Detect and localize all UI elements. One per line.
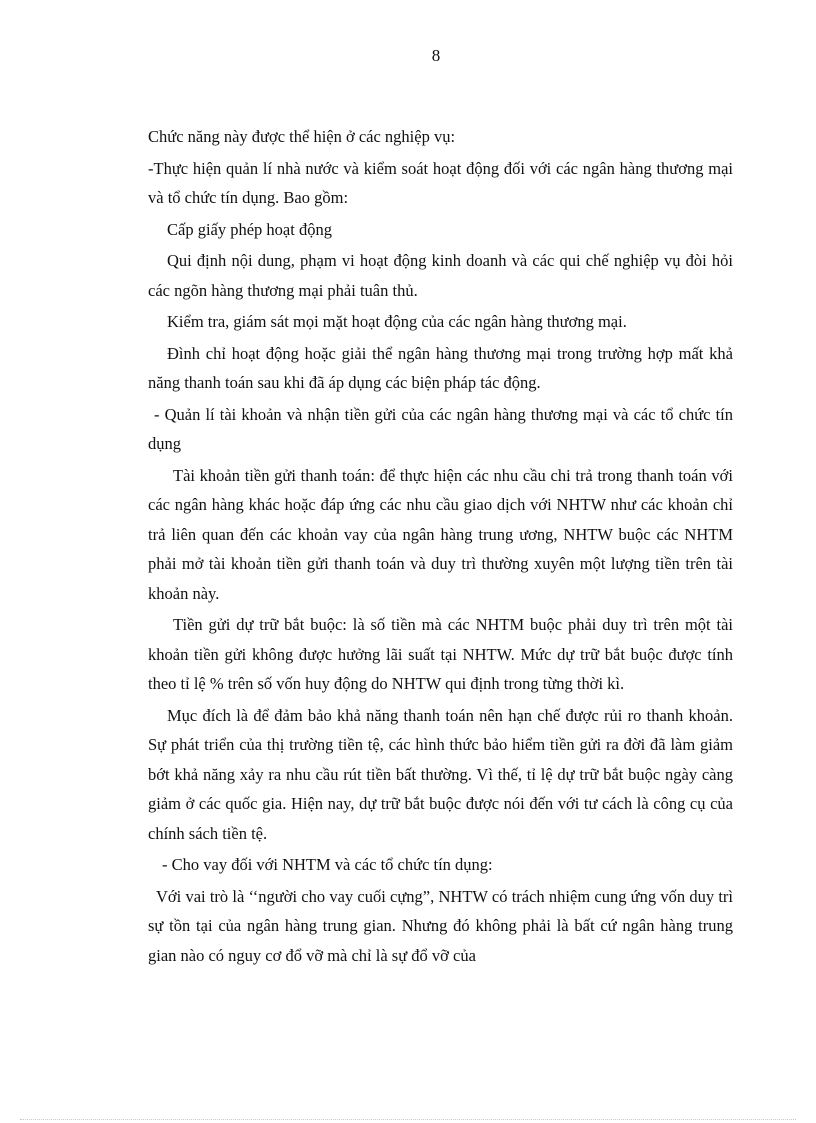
paragraph-suspension: Đình chỉ hoạt động hoặc giải thể ngân hàng thương mại trong trường hợp mất khả năng thanh toán sau khi đã áp dụng các biện pháp tác động.	[148, 343, 733, 392]
paragraph-lending: - Cho vay đối với NHTM và các tổ chức tín dụng:	[162, 855, 493, 874]
paragraph-purpose: Mục đích là để đảm bảo khả năng thanh toán nên hạn chế được rủi ro thanh khoản. Sự phát triển của thị trường tiền tệ, các hình thức bảo hiểm tiền gửi ra đời đã làm giảm bớt khả năng xảy ra nhu cầu rút tiền bất thường. Vì thế, tỉ lệ dự trữ bắt buộc ngày càng giảm ở các quốc gia. Hiện nay, dự trữ bắt buộc được nói đến với tư cách là công cụ của chính sách tiền tệ.	[148, 705, 733, 843]
paragraph-account-management: - Quản lí tài khoản và nhận tiền gửi của các ngân hàng thương mại và các tổ chức tín dụng	[148, 404, 733, 453]
paragraph-intro: Chức năng này được thể hiện ở các nghiệp vụ:	[148, 127, 456, 146]
page-number: 8	[431, 46, 441, 65]
paragraph-inspection: Kiểm tra, giám sát mọi mặt hoạt động của các ngân hàng thương mại.	[167, 312, 627, 331]
paragraph-licensing: Cấp giấy phép hoạt động	[167, 219, 332, 239]
document-body	[148, 122, 733, 972]
paragraph-state-management: -Thực hiện quản lí nhà nước và kiểm soát hoạt động đối với các ngân hàng thương mại và tổ chức tín dụng. Bao gồm:	[148, 158, 733, 207]
page-bottom-rule	[20, 1119, 796, 1120]
paragraph-regulations: Qui định nội dung, phạm vi hoạt động kinh doanh và các qui chế nghiệp vụ đòi hỏi các ngõn hàng thương mại phải tuân thủ.	[148, 251, 733, 300]
paragraph-payment-deposit: Tài khoản tiền gửi thanh toán: để thực hiện các nhu cầu chi trả trong thanh toán với các ngân hàng khác hoặc đáp ứng các nhu cầu giao dịch với NHTW như các khoản chỉ trả liên quan đến các khoản vay của ngân hàng trung ương, NHTW buộc các NHTM phải mở tài khoản tiền gửi thanh toán và duy trì thường xuyên một lượng tiền trên tài khoản này.	[148, 465, 733, 603]
paragraph-required-reserve: Tiền gửi dự trữ bắt buộc: là số tiền mà các NHTM buộc phải duy trì trên một tài khoản tiền gửi không được hưởng lãi suất tại NHTW. Mức dự trữ bắt buộc được tính theo tỉ lệ % trên số vốn huy động do NHTW qui định trong từng thời kì.	[148, 615, 733, 693]
paragraph-lender-of-last-resort: Với vai trò là ‘‘người cho vay cuối cựng”, NHTW có trách nhiệm cung ứng vốn duy trì sự tồn tại của ngân hàng trung gian. Nhưng đó không phải là bất cứ ngân hàng trung gian nào có nguy cơ đổ vỡ mà chỉ là sự đổ vỡ của	[148, 886, 733, 965]
